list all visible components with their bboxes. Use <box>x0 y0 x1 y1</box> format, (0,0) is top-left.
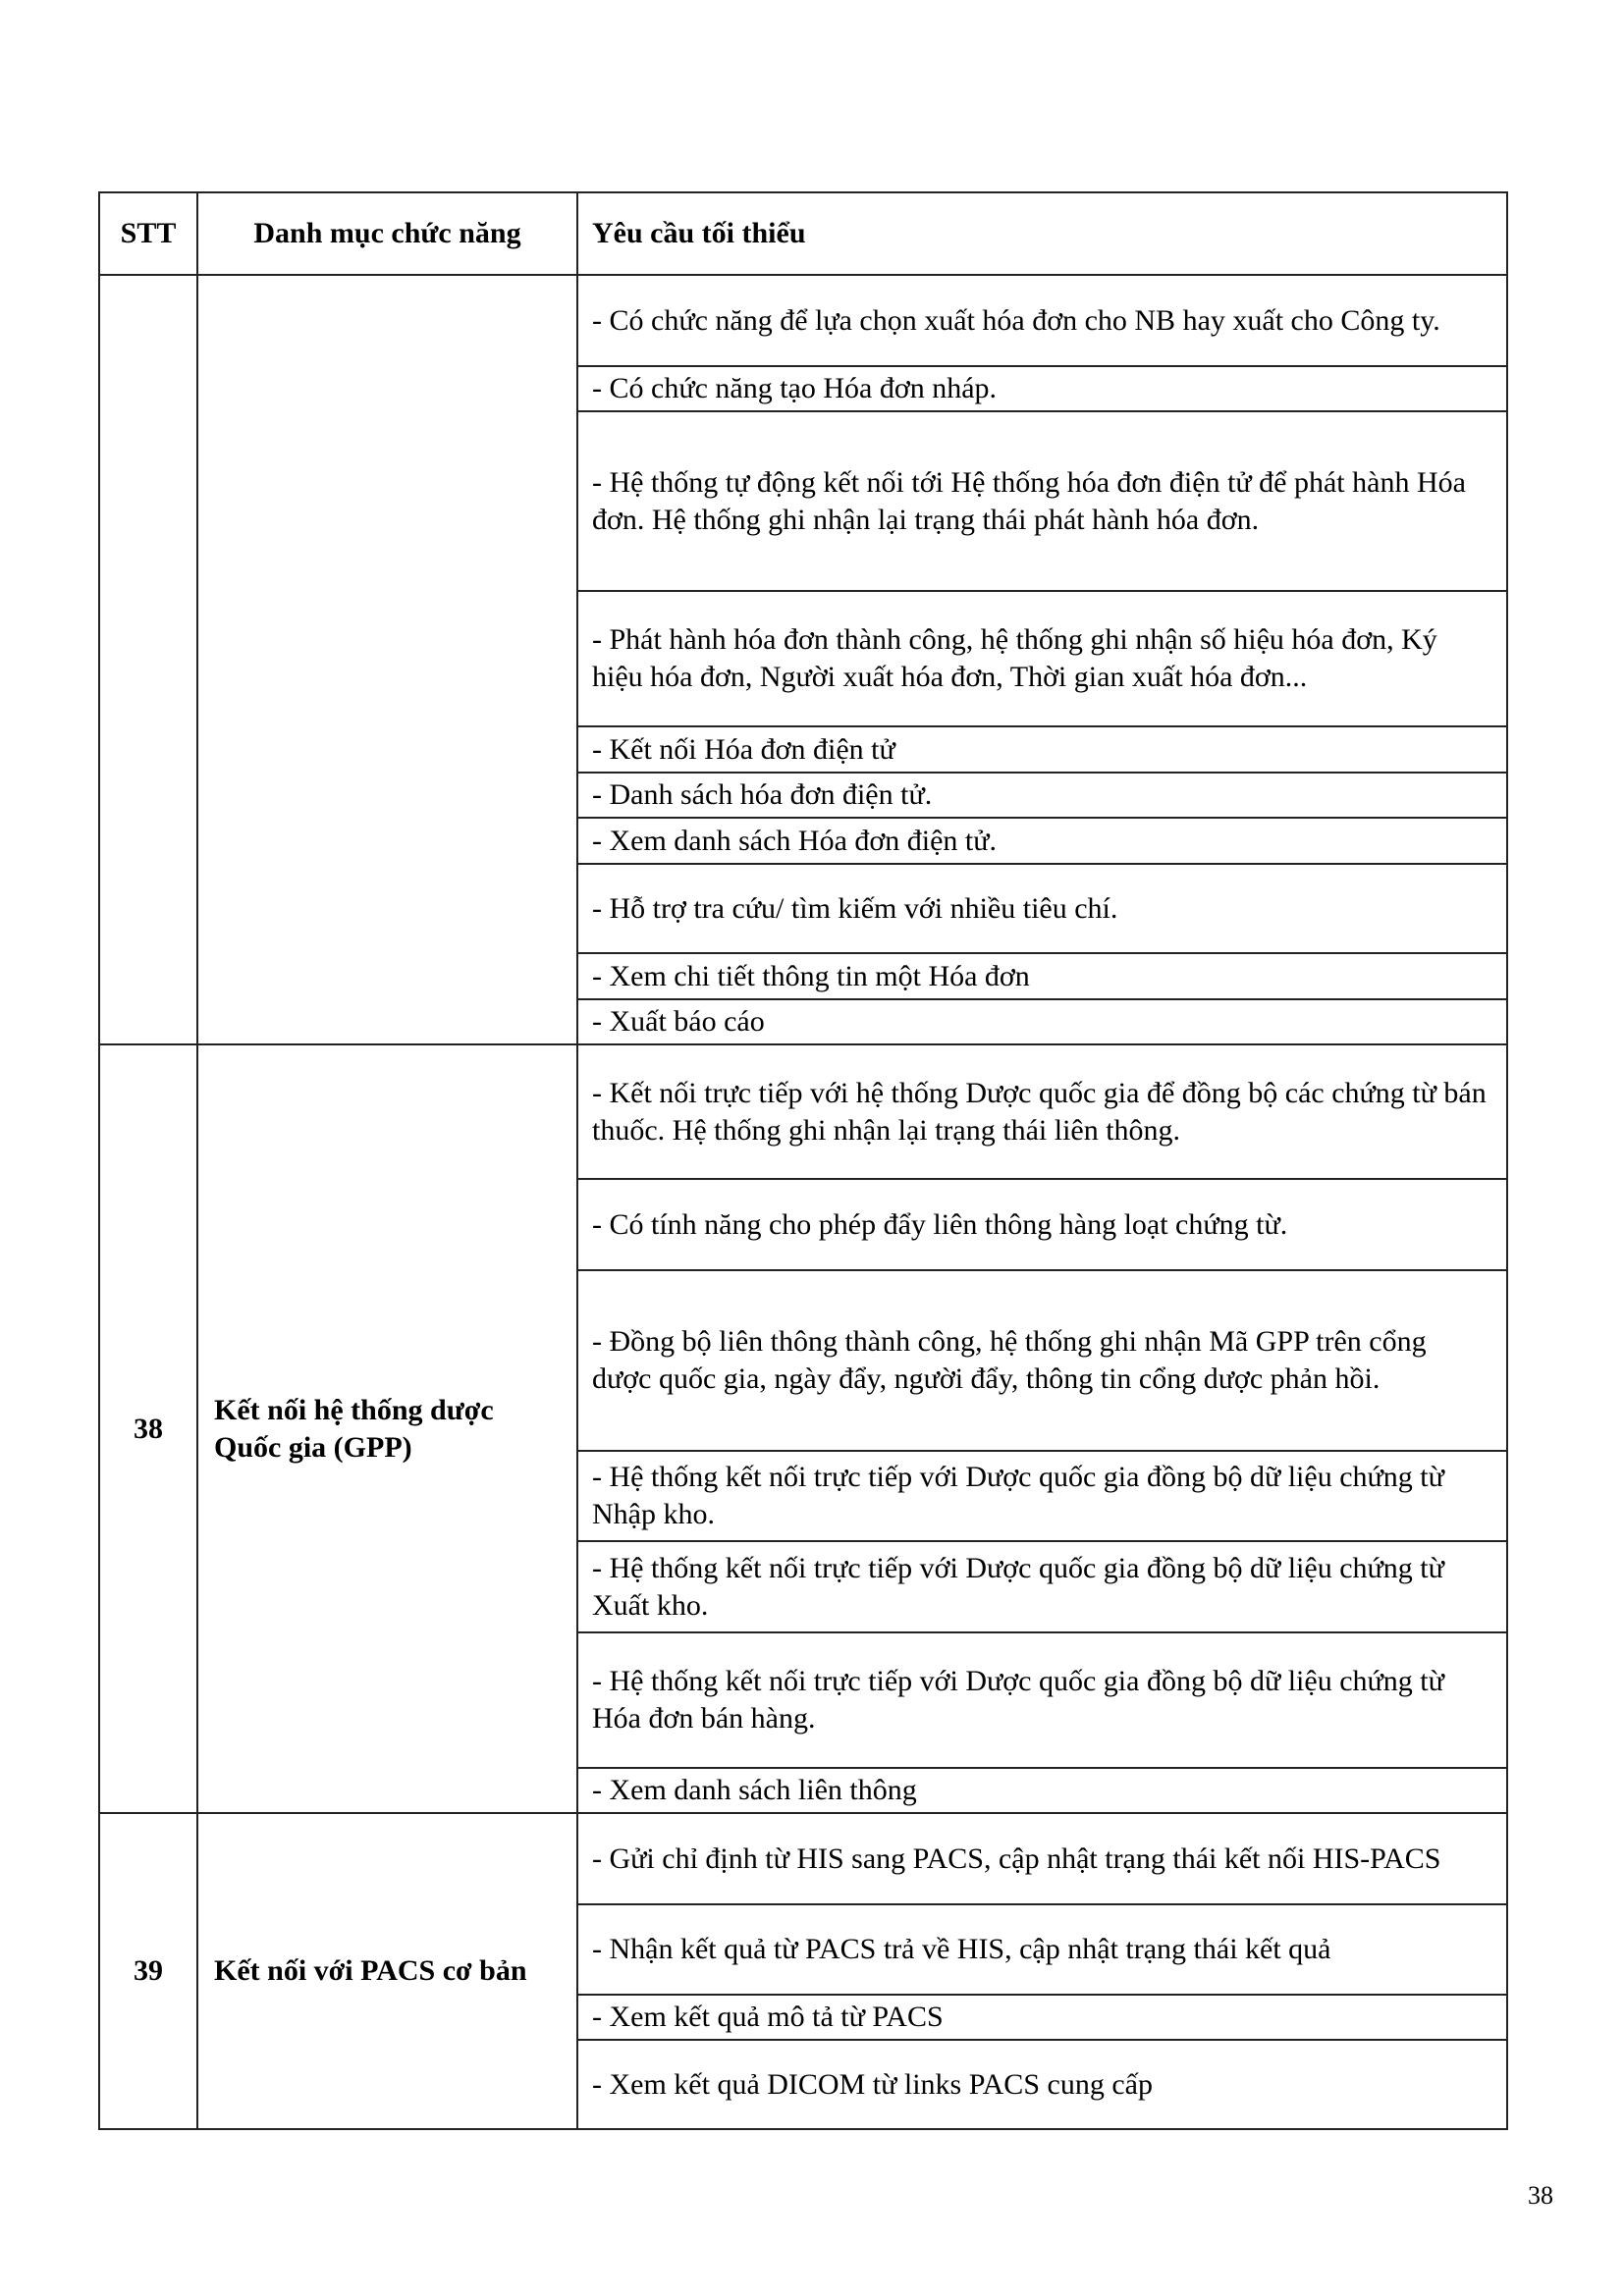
requirement-cell: - Hệ thống kết nối trực tiếp với Dược quốc gia đồng bộ dữ liệu chứng từ Hóa đơn bán hàng. <box>577 1632 1507 1768</box>
requirements-table <box>98 191 1508 2130</box>
requirement-cell: - Hệ thống kết nối trực tiếp với Dược quốc gia đồng bộ dữ liệu chứng từ Nhập kho. <box>577 1451 1507 1541</box>
requirement-cell: - Có chức năng để lựa chọn xuất hóa đơn cho NB hay xuất cho Công ty. <box>577 275 1507 366</box>
requirement-cell: - Nhận kết quả từ PACS trả về HIS, cập nhật trạng thái kết quả <box>577 1904 1507 1995</box>
requirement-cell: - Phát hành hóa đơn thành công, hệ thống ghi nhận số hiệu hóa đơn, Ký hiệu hóa đơn, Người xuất hóa đơn, Thời gian xuất hóa đơn... <box>577 591 1507 726</box>
requirement-cell: - Xem danh sách Hóa đơn điện tử. <box>577 818 1507 864</box>
requirement-cell: - Xem kết quả mô tả từ PACS <box>577 1995 1507 2040</box>
stt-cell: 39 <box>99 1813 197 2129</box>
requirement-cell: - Xuất báo cáo <box>577 999 1507 1044</box>
requirement-cell: - Kết nối Hóa đơn điện tử <box>577 726 1507 773</box>
requirement-cell: - Xem chi tiết thông tin một Hóa đơn <box>577 953 1507 999</box>
table-row <box>99 275 1507 366</box>
requirement-cell: - Hỗ trợ tra cứu/ tìm kiếm với nhiều tiêu chí. <box>577 864 1507 953</box>
category-cell: Kết nối hệ thống dược Quốc gia (GPP) <box>197 1044 577 1813</box>
category-cell: Kết nối với PACS cơ bản <box>197 1813 577 2129</box>
stt-cell <box>99 275 197 1044</box>
table-row <box>99 1813 1507 1904</box>
header-stt: STT <box>99 192 197 275</box>
stt-cell: 38 <box>99 1044 197 1813</box>
header-category: Danh mục chức năng <box>197 192 577 275</box>
requirement-cell: - Kết nối trực tiếp với hệ thống Dược quốc gia để đồng bộ các chứng từ bán thuốc. Hệ thống ghi nhận lại trạng thái liên thông. <box>577 1044 1507 1179</box>
requirement-cell: - Xem danh sách liên thông <box>577 1768 1507 1813</box>
table-header-row <box>99 192 1507 275</box>
header-requirement: Yêu cầu tối thiểu <box>577 192 1507 275</box>
requirement-cell: - Hệ thống kết nối trực tiếp với Dược quốc gia đồng bộ dữ liệu chứng từ Xuất kho. <box>577 1541 1507 1632</box>
requirement-cell: - Đồng bộ liên thông thành công, hệ thống ghi nhận Mã GPP trên cổng dược quốc gia, ngày đẩy, người đẩy, thông tin cổng dược phản hồi. <box>577 1270 1507 1451</box>
page-number: 38 <box>1528 2181 1553 2210</box>
requirement-cell: - Danh sách hóa đơn điện tử. <box>577 773 1507 818</box>
requirement-cell: - Hệ thống tự động kết nối tới Hệ thống hóa đơn điện tử để phát hành Hóa đơn. Hệ thống ghi nhận lại trạng thái phát hành hóa đơn. <box>577 411 1507 591</box>
table-row <box>99 1044 1507 1179</box>
requirement-cell: - Xem kết quả DICOM từ links PACS cung cấp <box>577 2040 1507 2129</box>
requirement-cell: - Có tính năng cho phép đẩy liên thông hàng loạt chứng từ. <box>577 1179 1507 1270</box>
requirement-cell: - Gửi chỉ định từ HIS sang PACS, cập nhật trạng thái kết nối HIS-PACS <box>577 1813 1507 1904</box>
requirement-cell: - Có chức năng tạo Hóa đơn nháp. <box>577 366 1507 411</box>
category-cell <box>197 275 577 1044</box>
